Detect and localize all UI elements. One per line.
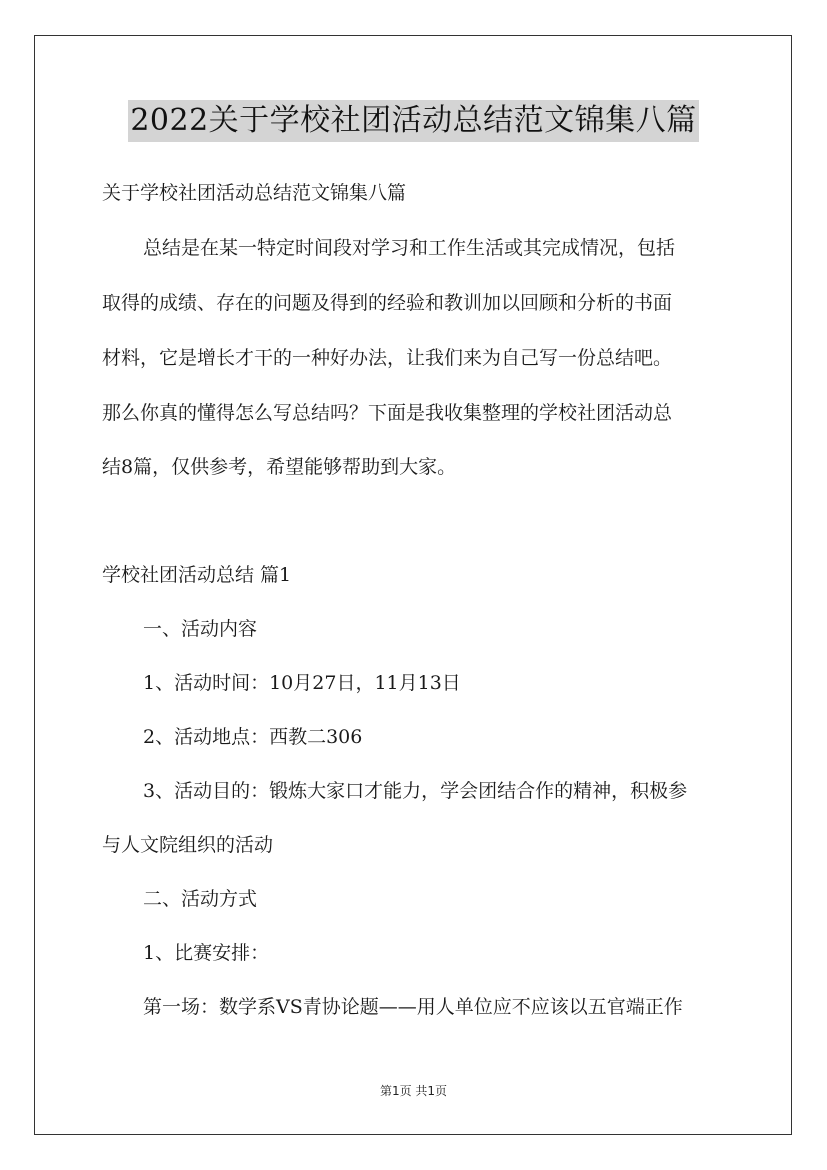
section-heading: 学校社团活动总结 篇1	[102, 564, 292, 586]
intro-line-2: 取得的成绩、存在的问题及得到的经验和教训加以回顾和分析的书面	[102, 292, 673, 314]
body-line-1: 一、活动内容	[143, 618, 258, 640]
body-line-6: 二、活动方式	[143, 888, 258, 910]
body-line-5: 与人文院组织的活动	[102, 834, 274, 856]
intro-line-4: 那么你真的懂得怎么写总结吗？下面是我收集整理的学校社团活动总	[102, 402, 673, 424]
body-line-2: 1、活动时间：10月27日，11月13日	[143, 672, 461, 694]
intro-line-5: 结8篇，仅供参考，希望能够帮助到大家。	[102, 456, 457, 478]
intro-line-1: 总结是在某一特定时间段对学习和工作生活或其完成情况，包括	[143, 237, 676, 259]
body-line-4: 3、活动目的：锻炼大家口才能力，学会团结合作的精神，积极参	[143, 780, 688, 802]
document-title: 2022关于学校社团活动总结范文锦集八篇	[128, 100, 698, 142]
page-number-footer: 第1页 共1页	[379, 1084, 448, 1098]
document-subtitle: 关于学校社团活动总结范文锦集八篇	[102, 182, 407, 204]
intro-line-3: 材料，它是增长才干的一种好办法，让我们来为自己写一份总结吧。	[102, 347, 673, 369]
body-line-3: 2、活动地点：西教二306	[143, 726, 363, 748]
body-line-7: 1、比赛安排：	[143, 942, 270, 964]
body-line-8: 第一场：数学系VS青协论题——用人单位应不应该以五官端正作	[143, 996, 683, 1018]
title-container	[0, 100, 827, 142]
